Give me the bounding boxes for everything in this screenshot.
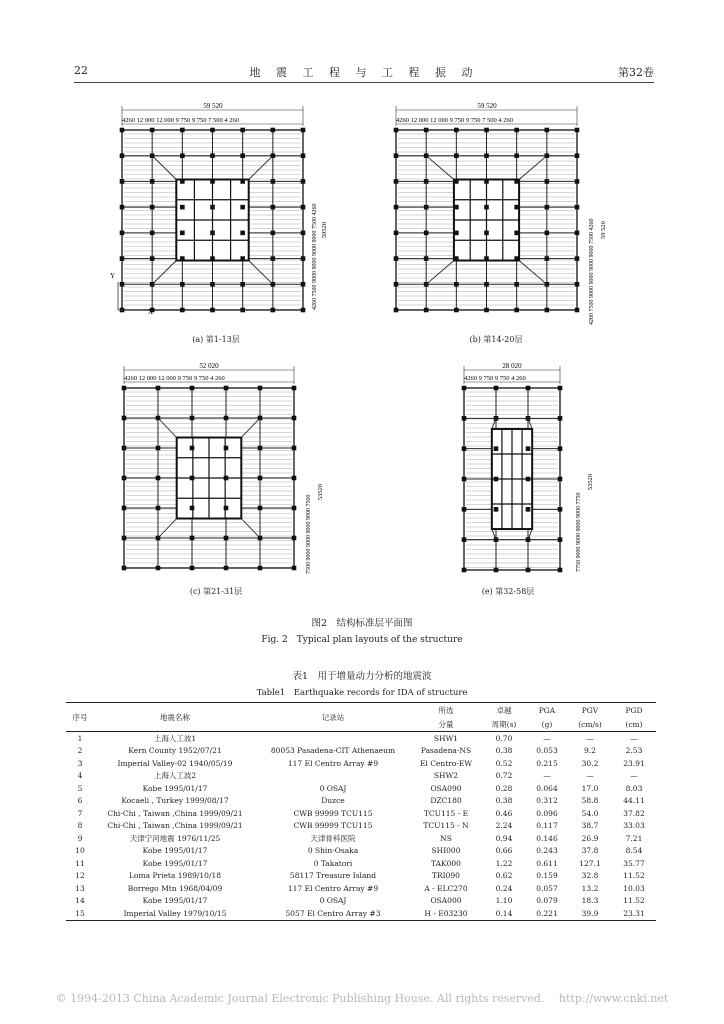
cell-component: El Centro-EW bbox=[419, 758, 473, 768]
cell-pgv: 13.2 bbox=[581, 883, 599, 893]
running-header bbox=[74, 62, 654, 82]
cell-pgd: 23.31 bbox=[612, 907, 656, 920]
cell-period: 0.14 bbox=[482, 907, 526, 920]
cell-no: 14 bbox=[75, 896, 85, 906]
plan-e-side-dims: 7750 9000 9000 9000 9000 7750 bbox=[576, 492, 582, 572]
volume-label: 第32卷 bbox=[618, 66, 654, 79]
cell-pgv: 39.9 bbox=[568, 907, 612, 920]
cell-name: Kern County 1952/07/21 bbox=[128, 746, 222, 756]
cell-name: Imperial Valley 1979/10/15 bbox=[94, 907, 256, 920]
journal-title: 地 震 工 程 与 工 程 振 动 bbox=[249, 66, 479, 79]
plan-c-caption: (c) 第21-31层 bbox=[189, 587, 243, 596]
cell-no: 8 bbox=[77, 821, 83, 831]
cell-pga: — bbox=[543, 771, 551, 781]
page-number: 22 bbox=[74, 64, 88, 77]
cell-no: 13 bbox=[75, 883, 85, 893]
cell-name: 上海人工波2 bbox=[153, 771, 197, 781]
plan-e-caption: (e) 第32-58层 bbox=[481, 587, 535, 596]
table-row bbox=[66, 770, 656, 783]
cell-component: H - E03230 bbox=[410, 907, 482, 920]
table-row bbox=[66, 782, 656, 795]
cell-period: 1.10 bbox=[495, 896, 513, 906]
col-header-pgd-2: (cm) bbox=[612, 717, 656, 732]
cell-name: Loma Prieta 1989/10/18 bbox=[128, 871, 222, 881]
col-header-component-2: 分量 bbox=[410, 717, 482, 732]
table-row bbox=[66, 820, 656, 833]
col-header-pga-2: (g) bbox=[526, 717, 568, 732]
cell-pgv: 9.2 bbox=[584, 746, 596, 756]
cell-name: Kobe 1995/01/17 bbox=[142, 858, 208, 868]
cell-name: Imperial Valley-02 1940/05/19 bbox=[117, 758, 233, 768]
cell-station: 58117 Treasure Island bbox=[289, 871, 377, 881]
cell-pgv: 32.8 bbox=[581, 871, 599, 881]
col-header-pga-1: PGA bbox=[526, 703, 568, 718]
cell-station: 0 Takatori bbox=[313, 858, 353, 868]
cell-pgd: 8.03 bbox=[625, 783, 643, 793]
cell-component: NS bbox=[440, 833, 452, 843]
cell-pgd: 44.11 bbox=[623, 796, 645, 806]
plan-c-side-total: 53520 bbox=[317, 483, 324, 501]
figure-caption-cn: 图2 结构标准层平面图 bbox=[311, 618, 413, 629]
cell-pga: 0.096 bbox=[536, 808, 558, 818]
cell-pga: 0.215 bbox=[536, 758, 558, 768]
plan-a-span-dims: 4260 12 000 12 000 9 750 9 750 7 500 4 260 bbox=[122, 117, 239, 124]
plan-b-side-total: 59 520 bbox=[600, 221, 607, 239]
cell-pgd: 23.91 bbox=[623, 758, 645, 768]
col-header-pgv-1: PGV bbox=[568, 703, 612, 718]
cell-period: 0.70 bbox=[495, 733, 513, 743]
cell-component: OSA090 bbox=[430, 783, 462, 793]
earthquake-records-table bbox=[66, 702, 656, 921]
cell-period: 0.24 bbox=[495, 883, 513, 893]
cell-period: 0.62 bbox=[495, 871, 513, 881]
col-header-no: 序号 bbox=[66, 703, 94, 732]
cell-component: SHW2 bbox=[433, 771, 459, 781]
copyright-footer: © 1994-2013 China Academic Journal Electronic Publishing House. All rights reserved. http://www.cnki.net bbox=[55, 992, 669, 1005]
cell-component: TAK000 bbox=[431, 858, 461, 868]
cell-station: CWB 99999 TCU115 bbox=[293, 821, 373, 831]
plan-a-caption: (a) 第1-13层 bbox=[192, 335, 240, 344]
cell-name: Kobe 1995/01/17 bbox=[142, 783, 208, 793]
cell-pgv: 127.1 bbox=[579, 858, 601, 868]
cell-station: 5057 El Centro Array #3 bbox=[256, 907, 410, 920]
cell-pgd: 37.82 bbox=[623, 808, 645, 818]
plan-c bbox=[114, 362, 334, 584]
table-row bbox=[66, 732, 656, 745]
cell-no: 11 bbox=[75, 858, 85, 868]
col-header-pgv-2: (cm/s) bbox=[568, 717, 612, 732]
header-rule bbox=[74, 82, 654, 83]
cell-pga: — bbox=[543, 733, 551, 743]
cell-no: 7 bbox=[77, 808, 83, 818]
cell-name: Kobe 1995/01/17 bbox=[142, 846, 208, 856]
figure-caption-en: Fig. 2 Typical plan layouts of the structure bbox=[261, 635, 463, 645]
cell-period: 0.72 bbox=[495, 771, 513, 781]
plan-c-frame bbox=[122, 386, 297, 571]
cell-pgv: 30.2 bbox=[581, 758, 599, 768]
plan-b-caption: (b) 第14-20层 bbox=[469, 335, 523, 344]
plan-a-axis-x: X bbox=[148, 308, 154, 316]
cell-no: 6 bbox=[77, 796, 83, 806]
plan-e-total-dim: 28 020 bbox=[502, 362, 522, 370]
cell-pgd: 11.52 bbox=[623, 871, 645, 881]
cell-name: 上海人工波1 bbox=[153, 733, 197, 743]
cell-name: Kocaeli , Turkey 1999/08/17 bbox=[121, 796, 229, 806]
plan-e-frame bbox=[462, 386, 563, 573]
cell-no: 5 bbox=[77, 783, 83, 793]
cell-station bbox=[256, 732, 410, 745]
cell-period: 0.46 bbox=[495, 808, 513, 818]
table-row bbox=[66, 757, 656, 770]
col-header-period-1: 卓越 bbox=[482, 703, 526, 718]
cell-station: 0 OSAJ bbox=[319, 896, 347, 906]
cell-station: 80053 Pasadena-CIT Athenaeum bbox=[270, 746, 396, 756]
cell-pga: 0.057 bbox=[536, 883, 558, 893]
plan-b bbox=[390, 100, 620, 332]
cell-pgv: 58.8 bbox=[581, 796, 599, 806]
cell-component: TCU115 - N bbox=[423, 821, 469, 831]
cell-no: 1 bbox=[77, 733, 83, 743]
plan-b-span-dims: 4260 12 000 12 000 9 750 9 750 7 500 4 260 bbox=[396, 117, 513, 124]
cell-pgv: — bbox=[586, 733, 594, 743]
table-row bbox=[66, 870, 656, 883]
cell-period: 0.38 bbox=[495, 796, 513, 806]
cell-pgd: 7.21 bbox=[625, 833, 643, 843]
plan-a-axis-y: Y bbox=[110, 272, 116, 280]
plan-e-side-total: 53520 bbox=[587, 473, 594, 491]
col-header-station: 记录站 bbox=[256, 703, 410, 732]
cell-no: 12 bbox=[75, 871, 85, 881]
table-row bbox=[66, 882, 656, 895]
cell-station: CWB 99999 TCU115 bbox=[293, 808, 373, 818]
plan-b-frame bbox=[394, 128, 580, 313]
cell-pga: 0.064 bbox=[536, 783, 558, 793]
cell-component: TRI090 bbox=[432, 871, 460, 881]
col-header-pgd-1: PGD bbox=[612, 703, 656, 718]
cell-name: Borrego Mtn 1968/04/09 bbox=[127, 883, 223, 893]
table-body bbox=[66, 732, 656, 921]
cell-component: SHW1 bbox=[433, 733, 459, 743]
cell-pgd: 11.52 bbox=[623, 896, 645, 906]
cell-pga: 0.243 bbox=[536, 846, 558, 856]
plan-c-side-dims: 7500 9000 9000 9000 9000 7500 bbox=[306, 494, 312, 574]
plan-b-side-dims: 4260 7500 9000 9000 9000 9000 7500 4260 bbox=[589, 218, 595, 325]
cell-pgd: 10.03 bbox=[623, 883, 645, 893]
table-row bbox=[66, 857, 656, 870]
cell-pgv: 37.8 bbox=[581, 846, 599, 856]
cell-no: 9 bbox=[77, 833, 83, 843]
cell-station: Duzce bbox=[321, 796, 345, 806]
cell-period: 0.94 bbox=[495, 833, 513, 843]
table-row bbox=[66, 807, 656, 820]
cell-component: Pasadena-NS bbox=[420, 746, 472, 756]
plan-a-side-dims: 4260 7500 9000 9000 9000 9000 7500 4260 bbox=[312, 203, 318, 310]
cell-pgd: 8.54 bbox=[625, 846, 643, 856]
table-row bbox=[66, 795, 656, 808]
cell-station: 0 Shin-Osaka bbox=[307, 846, 359, 856]
cell-pga: 0.053 bbox=[536, 746, 558, 756]
cell-pgd: 35.77 bbox=[623, 858, 645, 868]
cell-pga: 0.159 bbox=[536, 871, 558, 881]
table-row bbox=[66, 845, 656, 858]
cell-station: 117 El Centro Array #9 bbox=[287, 758, 379, 768]
cell-period: 1.22 bbox=[495, 858, 513, 868]
cell-pga: 0.146 bbox=[536, 833, 558, 843]
plan-a-side-total: 59520 bbox=[321, 221, 328, 239]
cell-pga: 0.312 bbox=[536, 796, 558, 806]
cell-name: Chi-Chi , Taiwan ,China 1999/09/21 bbox=[107, 808, 243, 818]
cell-pgv: — bbox=[586, 771, 594, 781]
cell-pgv: 26.9 bbox=[581, 833, 599, 843]
cell-pgv: 18.3 bbox=[581, 896, 599, 906]
plan-a-total-dim: 59 520 bbox=[203, 102, 223, 110]
cell-period: 0.52 bbox=[495, 758, 513, 768]
cell-name: Chi-Chi , Taiwan ,China 1999/09/21 bbox=[107, 821, 243, 831]
cell-component: TCU115 - E bbox=[423, 808, 469, 818]
cell-station: 天津骨科医院 bbox=[310, 833, 356, 843]
table-row bbox=[66, 907, 656, 920]
plan-a bbox=[108, 100, 338, 332]
cell-pgd: — bbox=[630, 771, 638, 781]
cell-no: 15 bbox=[66, 907, 94, 920]
cell-pgv: 38.7 bbox=[581, 821, 599, 831]
cell-pga: 0.221 bbox=[526, 907, 568, 920]
cell-pga: 0.611 bbox=[536, 858, 558, 868]
cell-no: 3 bbox=[77, 758, 83, 768]
cell-component: SHI000 bbox=[431, 846, 461, 856]
cell-pgd: 33.03 bbox=[623, 821, 645, 831]
cell-pgv: 17.0 bbox=[581, 783, 599, 793]
cell-name: 天津宁河地震 1976/11/25 bbox=[129, 833, 221, 843]
cell-pga: 0.079 bbox=[536, 896, 558, 906]
plan-c-total-dim: 52 020 bbox=[199, 362, 219, 370]
table-caption-cn: 表1 用于增量动力分析的地震波 bbox=[292, 671, 432, 682]
plan-c-span-dims: 4260 12 000 12 000 9 750 9 750 4 260 bbox=[124, 375, 225, 382]
cell-component: A - ELC270 bbox=[424, 883, 468, 893]
cell-pgd: — bbox=[630, 733, 638, 743]
cell-station: 0 OSAJ bbox=[319, 783, 347, 793]
plan-b-total-dim: 59 520 bbox=[477, 102, 497, 110]
plan-e bbox=[452, 362, 612, 584]
cell-no: 2 bbox=[77, 746, 83, 756]
cell-pgv: 54.0 bbox=[581, 808, 599, 818]
table-row bbox=[66, 832, 656, 845]
cell-pga: 0.117 bbox=[536, 821, 558, 831]
table-row bbox=[66, 895, 656, 908]
cell-station bbox=[256, 770, 410, 783]
col-header-period-2: 周期(s) bbox=[482, 717, 526, 732]
table-row bbox=[66, 745, 656, 758]
plan-a-frame bbox=[120, 128, 306, 313]
cell-component: OSA000 bbox=[430, 896, 462, 906]
table-caption-en: Table1 Earthquake records for IDA of structure bbox=[256, 688, 468, 698]
cell-no: 10 bbox=[75, 846, 85, 856]
plan-e-span-dims: 4260 9 750 9 750 4 260 bbox=[464, 375, 526, 382]
cell-component: DZC180 bbox=[430, 796, 462, 806]
cell-period: 0.66 bbox=[495, 846, 513, 856]
cell-period: 2.24 bbox=[495, 821, 513, 831]
cell-pgd: 2.53 bbox=[625, 746, 643, 756]
cell-period: 0.38 bbox=[495, 746, 513, 756]
cell-no: 4 bbox=[77, 771, 83, 781]
cell-period: 0.28 bbox=[495, 783, 513, 793]
col-header-name: 地震名称 bbox=[94, 703, 256, 732]
cell-station: 117 El Centro Array #9 bbox=[287, 883, 379, 893]
col-header-component-1: 所选 bbox=[410, 703, 482, 718]
cell-name: Kobe 1995/01/17 bbox=[142, 896, 208, 906]
